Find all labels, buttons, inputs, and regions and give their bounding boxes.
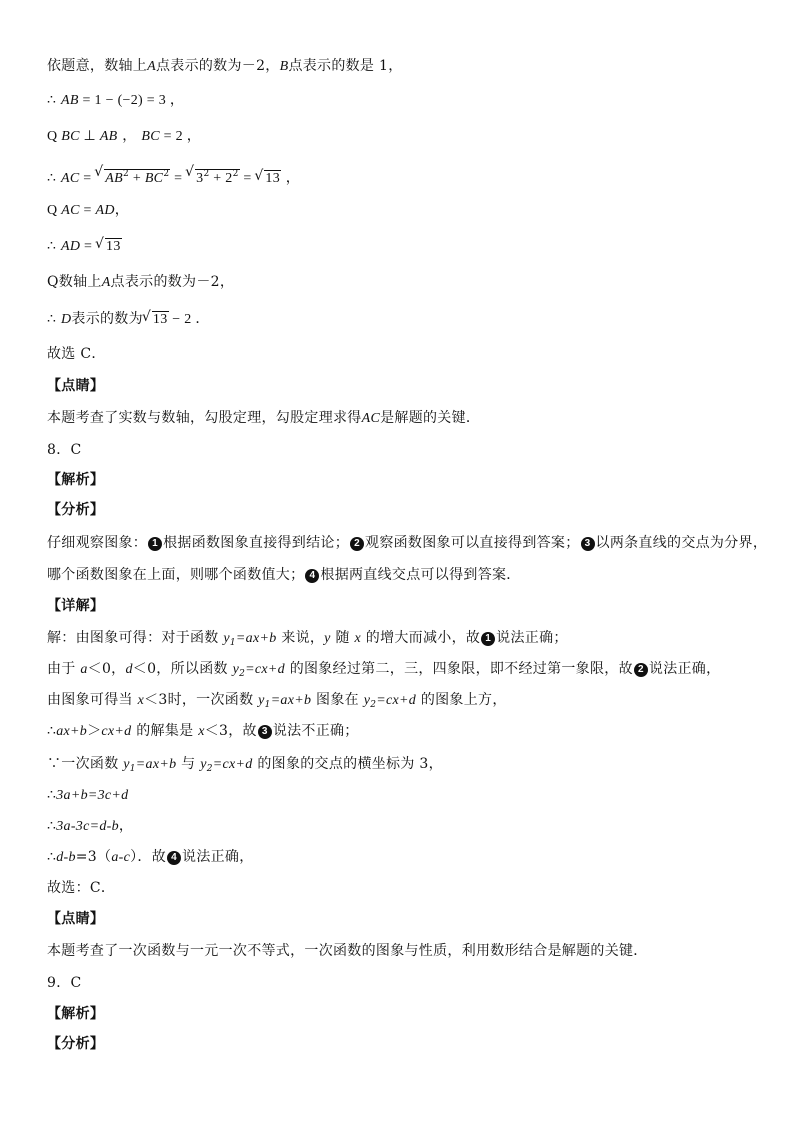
math-var: y	[324, 631, 331, 646]
heading-text: 【解析】	[47, 472, 105, 488]
math-var: B	[279, 59, 289, 74]
text-line	[47, 126, 201, 147]
text-line	[47, 816, 133, 837]
math-var: x	[354, 631, 362, 646]
text: 以两条直线的交点为分界，	[595, 535, 768, 551]
text-line	[47, 90, 184, 111]
text: =3（	[75, 849, 112, 865]
math-expr: =ax+b	[270, 693, 312, 708]
math-expr: + 2	[209, 171, 233, 186]
text: ＜0，所以函数	[132, 661, 233, 677]
math-expr: d-b	[56, 850, 76, 865]
heading-text: 【点睛】	[47, 378, 105, 394]
heading-text: 【点睛】	[47, 911, 105, 927]
text-line	[47, 309, 210, 330]
sqrt-expression	[96, 236, 122, 257]
math-expr: = 2 ，	[159, 129, 202, 144]
math-var: y	[258, 693, 265, 708]
math-var: d	[125, 662, 133, 677]
text: 根据函数图象直接得到结论；	[163, 535, 350, 551]
subscript: 1	[264, 700, 271, 710]
circled-number-icon: 3	[581, 537, 595, 551]
section-heading	[47, 909, 104, 929]
math-expr: =cx+d	[245, 662, 285, 677]
math-expr: =cx+d	[212, 757, 253, 772]
answer-text: 故选 C．	[47, 346, 106, 362]
math-var: AC	[361, 411, 381, 426]
math-var: AC	[61, 203, 80, 218]
text: ，	[114, 202, 130, 218]
text: ＞	[87, 723, 102, 739]
text-line	[47, 272, 234, 293]
text-line	[47, 754, 443, 779]
subscript: 1	[229, 638, 236, 648]
math-expr: =	[170, 171, 187, 186]
text: 与	[176, 756, 201, 772]
text: 8．C	[47, 442, 82, 458]
math-expr: = 1 − (−2) = 3 ，	[78, 93, 185, 108]
subscript: 2	[206, 764, 213, 774]
text: Q数轴上	[47, 274, 102, 290]
math-var: A	[101, 275, 111, 290]
answer-text: 故选：C．	[47, 880, 116, 896]
text: 的增大而减小，故	[361, 630, 481, 646]
text: 的图象经过第二，三，四象限，即不经过第一象限，故	[284, 661, 633, 677]
math-expr: =	[80, 239, 97, 254]
heading-text: 【分析】	[47, 1036, 105, 1052]
text: 解：由图象可得：对于函数	[47, 630, 224, 646]
math-expr: 3a-3c=d-b	[56, 819, 119, 834]
math-expr: =	[239, 171, 256, 186]
math-var: BC	[61, 129, 80, 144]
text-line	[47, 56, 403, 77]
therefore-symbol: ∴	[47, 787, 57, 803]
therefore-symbol: ∴	[47, 238, 61, 254]
math-var: x	[137, 693, 145, 708]
text-line	[47, 878, 115, 898]
text: 随	[330, 630, 355, 646]
text-line	[47, 941, 648, 961]
math-var: AB	[99, 129, 118, 144]
math-expr: 3	[196, 171, 204, 186]
heading-text: 【解析】	[47, 1006, 105, 1022]
text: 依题意，数轴上	[47, 58, 148, 74]
text: 表示的数为	[71, 311, 143, 327]
math-expr: =	[79, 203, 96, 218]
text: 图象在	[311, 692, 364, 708]
text-line	[47, 847, 254, 868]
text: 点表示的数为－2，	[110, 274, 235, 290]
math-var: y	[123, 757, 130, 772]
therefore-symbol: ∴	[47, 723, 57, 739]
text: 观察函数图象可以直接得到答案；	[365, 535, 580, 551]
question-number	[47, 440, 82, 460]
text-line	[47, 721, 359, 742]
radicand: 13	[152, 312, 168, 327]
text: 本题考查了一次函数与一元一次不等式，一次函数的图象与性质，利用数形结合是解题的关键．	[47, 943, 648, 959]
sqrt-expression	[95, 164, 170, 189]
question-number	[47, 973, 82, 993]
sqrt-expression	[186, 164, 239, 189]
circled-number-icon: 2	[634, 663, 648, 677]
circled-number-icon: 3	[258, 725, 272, 739]
text-line	[47, 408, 480, 429]
exponent: 2	[163, 169, 170, 179]
section-heading	[47, 1034, 104, 1054]
math-var: a	[80, 662, 88, 677]
exponent: 2	[203, 169, 210, 179]
math-expr: =cx+d	[376, 693, 417, 708]
math-var: AD	[95, 203, 115, 218]
text: 哪个函数图象在上面，则哪个函数值大；	[47, 567, 305, 583]
text: 的解集是	[131, 723, 199, 739]
text: 本题考查了实数与数轴，勾股定理，勾股定理求得	[47, 410, 362, 426]
section-heading	[47, 470, 104, 490]
text-line	[47, 565, 521, 585]
subscript: 2	[370, 700, 377, 710]
text: ，	[118, 818, 134, 834]
text-line	[47, 344, 106, 364]
text-line	[47, 628, 568, 653]
radicand: 13	[265, 171, 281, 186]
section-heading	[47, 376, 104, 396]
section-heading	[47, 500, 104, 520]
exponent: 2	[232, 169, 239, 179]
math-var: y	[363, 693, 371, 708]
sqrt-expression	[143, 309, 169, 330]
circled-number-icon: 4	[305, 569, 319, 583]
text-line	[47, 164, 300, 189]
because-symbol: Q	[47, 129, 62, 144]
text-line	[47, 785, 128, 806]
math-var: BC	[144, 171, 164, 186]
math-expr: =ax+b	[135, 757, 177, 772]
therefore-symbol: ∴	[47, 849, 57, 865]
text: ＜0，	[87, 661, 126, 677]
section-heading	[47, 596, 104, 616]
math-expr: =	[79, 171, 96, 186]
text: ）．故	[130, 849, 167, 865]
math-var: y	[232, 662, 240, 677]
math-expr: =ax+b	[235, 631, 277, 646]
text-line	[47, 533, 767, 553]
text-line	[47, 236, 122, 257]
text: ，	[117, 128, 142, 144]
heading-text: 【分析】	[47, 502, 105, 518]
text-line	[47, 690, 507, 715]
sqrt-expression	[255, 168, 281, 189]
heading-text: 【详解】	[47, 598, 105, 614]
text: 点表示的数是 1，	[288, 58, 403, 74]
text: 是解题的关键．	[380, 410, 481, 426]
text-line	[47, 200, 129, 221]
text-line	[47, 659, 720, 684]
radicand: 13	[106, 239, 121, 254]
text: ＜3，故	[204, 723, 257, 739]
text: 由图象可得当	[47, 692, 138, 708]
text: 来说，	[276, 630, 325, 646]
circled-number-icon: 1	[481, 632, 495, 646]
math-var: AC	[60, 171, 80, 186]
therefore-symbol: ∴	[47, 818, 57, 834]
text: ，	[281, 170, 301, 186]
text: 仔细观察图象：	[47, 535, 148, 551]
therefore-symbol: ∴	[47, 92, 61, 108]
math-expr: +	[129, 171, 145, 186]
math-var: AD	[60, 239, 81, 254]
math-var: x	[198, 724, 205, 739]
text: 9．C	[47, 975, 82, 991]
text: ∵一次函数	[47, 756, 124, 772]
math-expr: − 2 ．	[168, 312, 210, 327]
circled-number-icon: 4	[167, 851, 181, 865]
text: ＜3时，一次函数	[144, 692, 259, 708]
subscript: 1	[129, 764, 136, 774]
section-heading	[47, 1004, 104, 1024]
circled-number-icon: 2	[350, 537, 364, 551]
math-expr: ax+b	[56, 724, 88, 739]
math-expr: cx+d	[101, 724, 132, 739]
math-var: AB	[105, 171, 123, 186]
circled-number-icon: 1	[148, 537, 162, 551]
text: 说法正确，	[648, 661, 721, 677]
math-var: y	[200, 757, 207, 772]
math-var: A	[147, 59, 156, 74]
math-var: AB	[60, 93, 79, 108]
math-var: y	[223, 631, 230, 646]
text: 的图象上方，	[416, 692, 507, 708]
text: 点表示的数为－2，	[155, 58, 280, 74]
exponent: 2	[122, 169, 130, 179]
therefore-symbol: ∴	[47, 170, 61, 186]
text: 的图象的交点的横坐标为 3，	[252, 756, 443, 772]
math-var: BC	[141, 129, 160, 144]
text: 根据两直线交点可以得到答案．	[320, 567, 521, 583]
text: 说法不正确；	[272, 723, 359, 739]
therefore-symbol: ∴	[47, 311, 61, 327]
math-expr: a-c	[111, 850, 131, 865]
math-var: D	[60, 312, 72, 327]
text: 说法正确，	[182, 849, 254, 865]
text: 由于	[47, 661, 81, 677]
math-expr: 3a+b=3c+d	[56, 788, 129, 803]
perp-symbol: ⊥	[79, 129, 100, 144]
text: 说法正确；	[496, 630, 568, 646]
because-symbol: Q	[47, 203, 62, 218]
subscript: 2	[239, 669, 246, 679]
